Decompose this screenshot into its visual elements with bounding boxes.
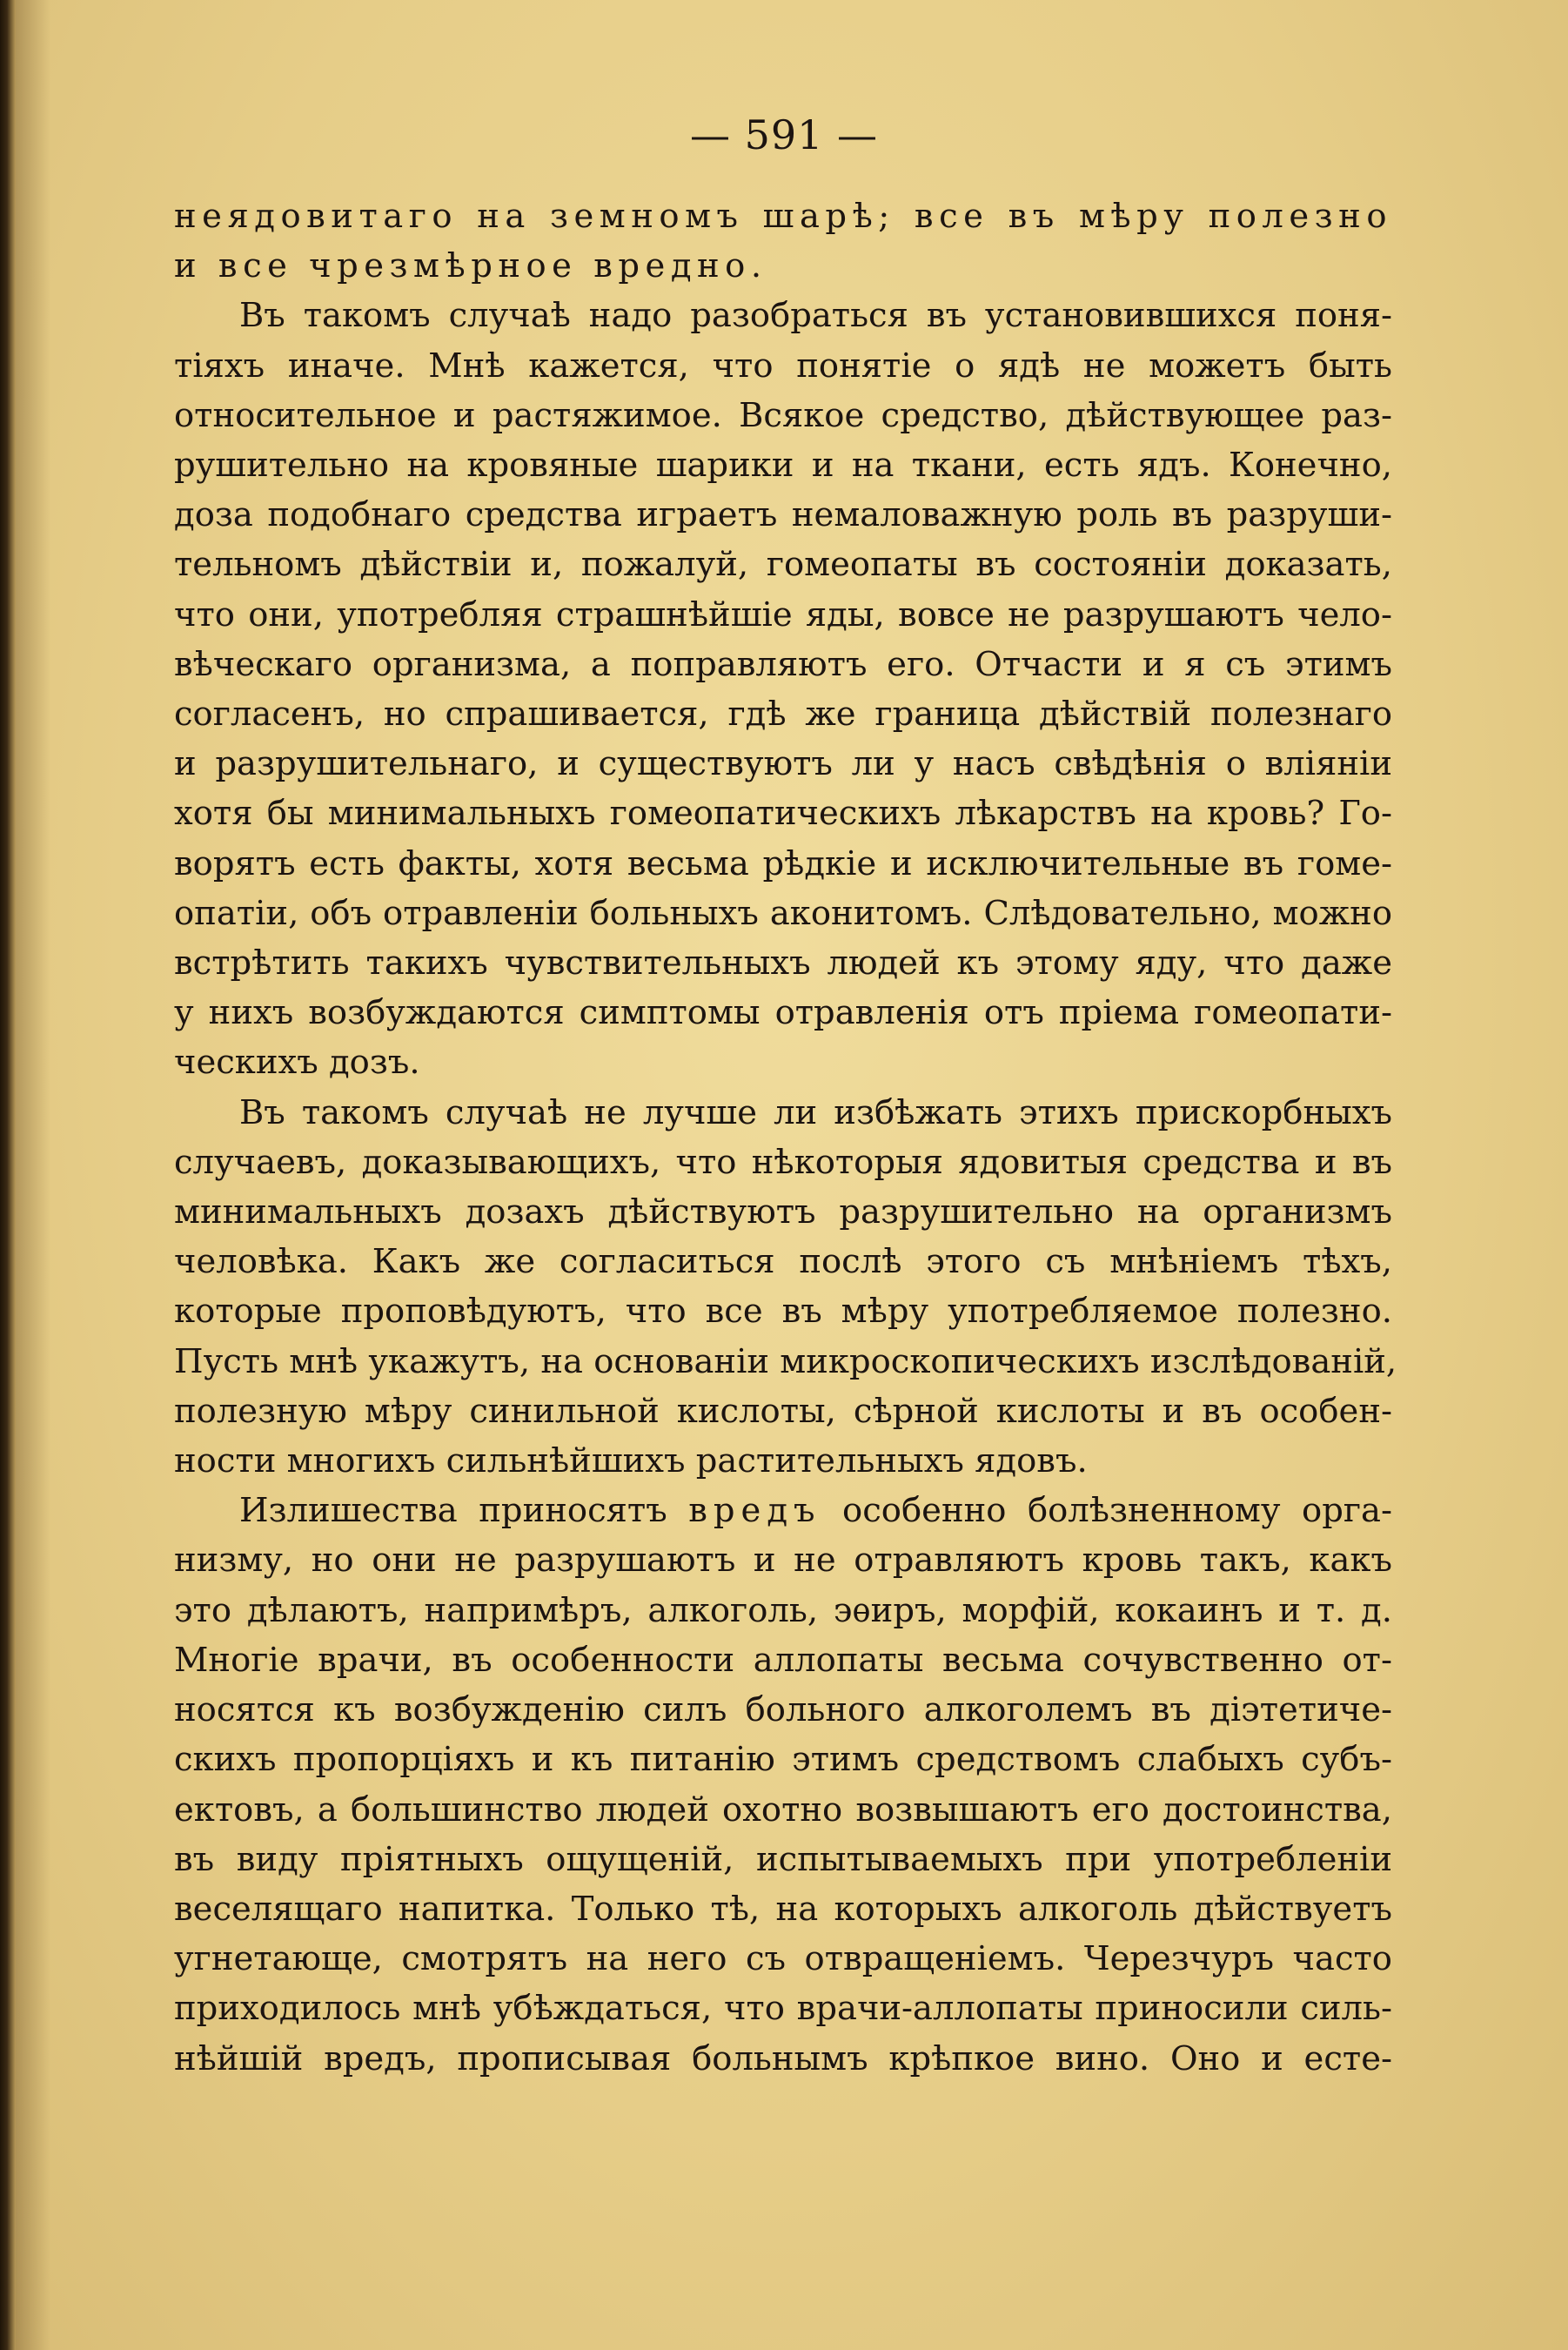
text-line: это дѣлаютъ, напримѣръ, алкоголь, эѳиръ, морфій, кокаинъ и т. д.: [174, 1590, 1392, 1630]
binding-edge: [0, 0, 16, 2350]
text-line: рушительно на кровяные шарики и на ткани, есть ядъ. Конечно,: [174, 446, 1392, 486]
text-line: встрѣтить такихъ чувствительныхъ людей къ этому яду, что даже: [174, 943, 1392, 984]
text-line: Въ такомъ случаѣ не лучше ли избѣжать этихъ прискорбныхъ: [239, 1092, 1392, 1132]
text-line: ческихъ дозъ.: [174, 1043, 420, 1083]
text-line: Многіе врачи, въ особенности аллопаты весьма сочувственно от-: [174, 1640, 1392, 1680]
text-line: скихъ пропорціяхъ и къ питанію этимъ средствомъ слабыхъ субъ-: [174, 1740, 1392, 1780]
text-line: ности многихъ сильнѣйшихъ растительныхъ ядовъ.: [174, 1441, 1088, 1481]
text-line: неядовитаго на земномъ шарѣ; все въ мѣру полезно: [174, 197, 1392, 236]
emphasized-word: вредъ: [688, 1491, 821, 1531]
text-line: Пусть мнѣ укажутъ, на основаніи микроскопическихъ изслѣдованій,: [174, 1341, 1397, 1381]
text-line: минимальныхъ дозахъ дѣйствуютъ разрушительно на организмъ: [174, 1192, 1392, 1232]
text-line: носятся къ возбужденію силъ больного алкоголемъ въ діэтетиче-: [174, 1690, 1392, 1730]
text-line: которые проповѣдуютъ, что все въ мѣру употребляемое полезно.: [174, 1292, 1392, 1332]
text-line: полезную мѣру синильной кислоты, сѣрной кислоты и въ особен-: [174, 1391, 1392, 1431]
text-line: ектовъ, а большинство людей охотно возвышаютъ его достоинства,: [174, 1789, 1392, 1830]
text-line: согласенъ, но спрашивается, гдѣ же граница дѣйствій полезнаго: [174, 695, 1392, 735]
text-line: [174, 1486, 1392, 1535]
binding-shadow: [16, 0, 50, 2350]
text-line: угнетающе, смотрятъ на него съ отвращеніемъ. Черезчуръ часто: [174, 1939, 1392, 1979]
text-run: особенно болѣзненному орга-: [821, 1491, 1392, 1531]
text-line: веселящаго напитка. Только тѣ, на которыхъ алкоголь дѣйствуетъ: [174, 1889, 1392, 1929]
text-line: опатіи, объ отравленіи больныхъ аконитомъ. Слѣдовательно, можно: [174, 893, 1392, 933]
text-line: Въ такомъ случаѣ надо разобраться въ установившихся поня-: [239, 296, 1392, 336]
page-number: — 591 —: [689, 111, 879, 158]
text-line: въ виду пріятныхъ ощущеній, испытываемыхъ при употребленіи: [174, 1839, 1392, 1879]
text-line: доза подобнаго средства играетъ немаловажную роль въ разруши-: [174, 495, 1392, 535]
text-line: у нихъ возбуждаются симптомы отравленія отъ пріема гомеопати-: [174, 993, 1392, 1033]
text-run: Излишества приносятъ: [239, 1491, 689, 1531]
text-line: тельномъ дѣйствіи и, пожалуй, гомеопаты въ состояніи доказать,: [174, 545, 1392, 585]
text-line: хотя бы минимальныхъ гомеопатическихъ лѣкарствъ на кровь? Го-: [174, 794, 1392, 834]
text-line: и все чрезмѣрное вредно.: [174, 246, 767, 286]
text-line: приходилось мнѣ убѣждаться, что врачи-аллопаты приносили силь-: [174, 1989, 1392, 2029]
text-line: нѣйшій вредъ, прописывая больнымъ крѣпкое вино. Оно и есте-: [174, 2038, 1392, 2078]
text-line: ворятъ есть факты, хотя весьма рѣдкіе и исключительные въ гоме-: [174, 843, 1392, 883]
text-line: относительное и растяжимое. Всякое средство, дѣйствующее раз-: [174, 395, 1392, 435]
text-line: что они, употребляя страшнѣйшіе яды, вовсе не разрушаютъ чело-: [174, 594, 1392, 634]
text-line: вѣческаго организма, а поправляютъ его. Отчасти и я съ этимъ: [174, 644, 1392, 684]
text-line: и разрушительнаго, и существуютъ ли у насъ свѣдѣнія о вліяніи: [174, 744, 1392, 784]
text-line: тіяхъ иначе. Мнѣ кажется, что понятіе о ядѣ не можетъ быть: [174, 346, 1392, 386]
text-line: низму, но они не разрушаютъ и не отравляютъ кровь такъ, какъ: [174, 1541, 1392, 1581]
text-line: случаевъ, доказывающихъ, что нѣкоторыя ядовитыя средства и въ: [174, 1142, 1392, 1182]
text-line: человѣка. Какъ же согласиться послѣ этого съ мнѣніемъ тѣхъ,: [174, 1242, 1392, 1282]
body-text: [174, 191, 1397, 2084]
